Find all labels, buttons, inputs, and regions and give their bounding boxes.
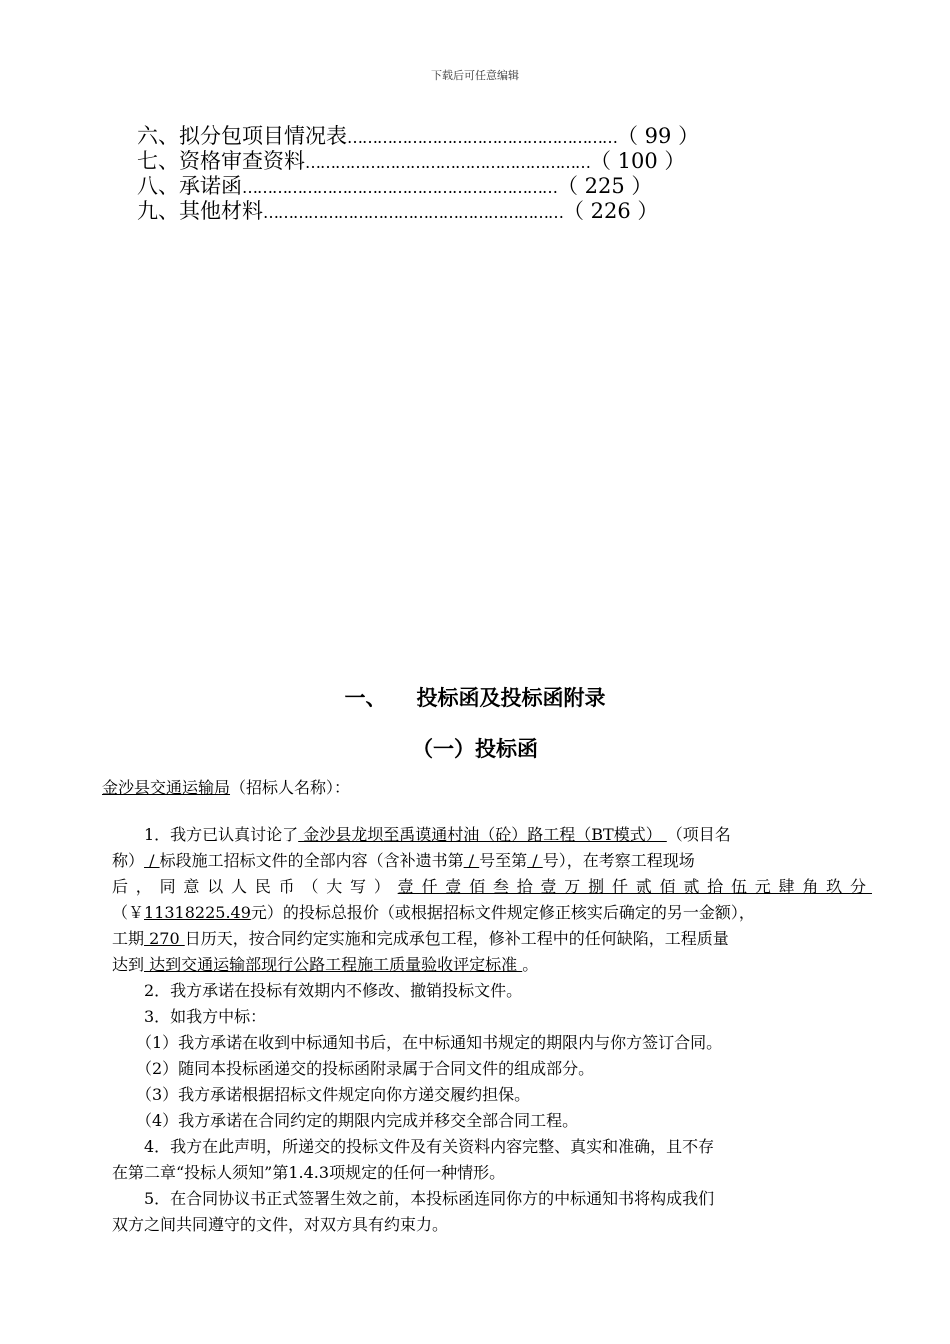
paragraph-line — [112, 926, 872, 952]
toc-title: 九、其他材料 — [137, 199, 263, 223]
section-number: 一、 — [344, 686, 387, 710]
letter-body — [112, 822, 872, 1238]
amount-in-figures: 11318225.49 — [144, 903, 251, 922]
addressee-name: 金沙县交通运输局 — [102, 778, 231, 797]
text: 标段施工招标文件的全部内容（含补遗书第 — [159, 851, 464, 870]
toc-leader: ……………………………………………… — [347, 128, 617, 147]
item-3-1: （1）我方承诺在收到中标通知书后，在中标通知书规定的期限内与你方签订合同。 — [136, 1033, 723, 1052]
toc-leader: ………………………………………………… — [305, 153, 590, 172]
toc-item — [137, 149, 699, 174]
section-title: 投标函及投标函附录 — [416, 686, 606, 710]
item-3-4: （4）我方承诺在合同约定的期限内完成并移交全部合同工程。 — [136, 1111, 579, 1130]
toc-item — [137, 124, 699, 149]
paragraph-line — [112, 822, 872, 848]
toc-leader: ……………………………………………………… — [242, 178, 557, 197]
item-3-3: （3）我方承诺根据招标文件规定向你方递交履约担保。 — [136, 1085, 531, 1104]
text: 工期 — [112, 929, 145, 948]
amount-in-words: 壹仟壹佰叁拾壹万捌仟贰佰贰拾伍元肆角玖分 — [397, 877, 872, 896]
subsection-heading: （一）投标函 — [412, 737, 538, 761]
toc-title: 七、资格审查资料 — [137, 149, 305, 173]
text: 元）的投标总报价（或根据招标文件规定修正核实后确定的另一金额）， — [250, 903, 755, 922]
paragraph-line — [112, 952, 872, 978]
page-header: 下载后可任意编辑 — [431, 69, 519, 82]
duration-days: 270 — [144, 929, 185, 948]
item-3: 3．如我方中标： — [144, 1007, 267, 1026]
text: 后，同意以人民币（大写） — [112, 877, 398, 896]
paragraph-line — [112, 874, 872, 900]
text: 日历天，按合同约定实施和完成承包工程，修补工程中的任何缺陷，工程质量 — [184, 929, 729, 948]
addressee-line — [102, 775, 350, 798]
toc-page: （ 225 ） — [557, 174, 653, 198]
section-blank: / — [144, 851, 160, 870]
item-2: 2．我方承诺在投标有效期内不修改、撤销投标文件。 — [144, 981, 523, 1000]
toc-title: 六、拟分包项目情况表 — [137, 124, 347, 148]
addendum-to-blank: / — [527, 851, 543, 870]
section-heading — [0, 682, 950, 712]
paragraph-line — [112, 848, 872, 874]
text: 1．我方已认真讨论了 — [144, 825, 299, 844]
text: （￥ — [112, 903, 145, 922]
text: 号至第 — [479, 851, 528, 870]
addendum-from-blank: / — [463, 851, 480, 870]
text: （项目名 — [666, 825, 731, 844]
toc-item — [137, 199, 699, 224]
text: 达到 — [112, 955, 145, 974]
item-4-line2: 在第二章“投标人须知”第1.4.3项规定的任何一种情形。 — [112, 1163, 506, 1182]
toc-item — [137, 174, 699, 199]
toc-page: （ 226 ） — [563, 199, 659, 223]
toc-page: （ 99 ） — [617, 124, 700, 148]
item-3-2: （2）随同本投标函递交的投标函附录属于合同文件的组成部分。 — [136, 1059, 595, 1078]
item-5-line2: 双方之间共同遵守的文件，对双方具有约束力。 — [112, 1215, 449, 1234]
addressee-suffix: （招标人名称）： — [230, 778, 351, 797]
project-name: 金沙县龙坝至禹谟通村油（砼）路工程（BT模式） — [298, 825, 667, 844]
toc-page: （ 100 ） — [590, 149, 686, 173]
text: 。 — [522, 955, 539, 974]
item-4-line1: 4．我方在此声明，所递交的投标文件及有关资料内容完整、真实和准确，且不存 — [144, 1137, 715, 1156]
toc-leader: …………………………………………………… — [263, 203, 563, 222]
quality-standard: 达到交通运输部现行公路工程施工质量验收评定标准 — [144, 955, 523, 974]
table-of-contents — [137, 124, 699, 224]
text: 号），在考察工程现场 — [542, 851, 695, 870]
item-5-line1: 5．在合同协议书正式签署生效之前，本投标函连同你方的中标通知书将构成我们 — [144, 1189, 715, 1208]
text: 称） — [112, 851, 145, 870]
toc-title: 八、承诺函 — [137, 174, 242, 198]
paragraph-line — [112, 900, 872, 926]
